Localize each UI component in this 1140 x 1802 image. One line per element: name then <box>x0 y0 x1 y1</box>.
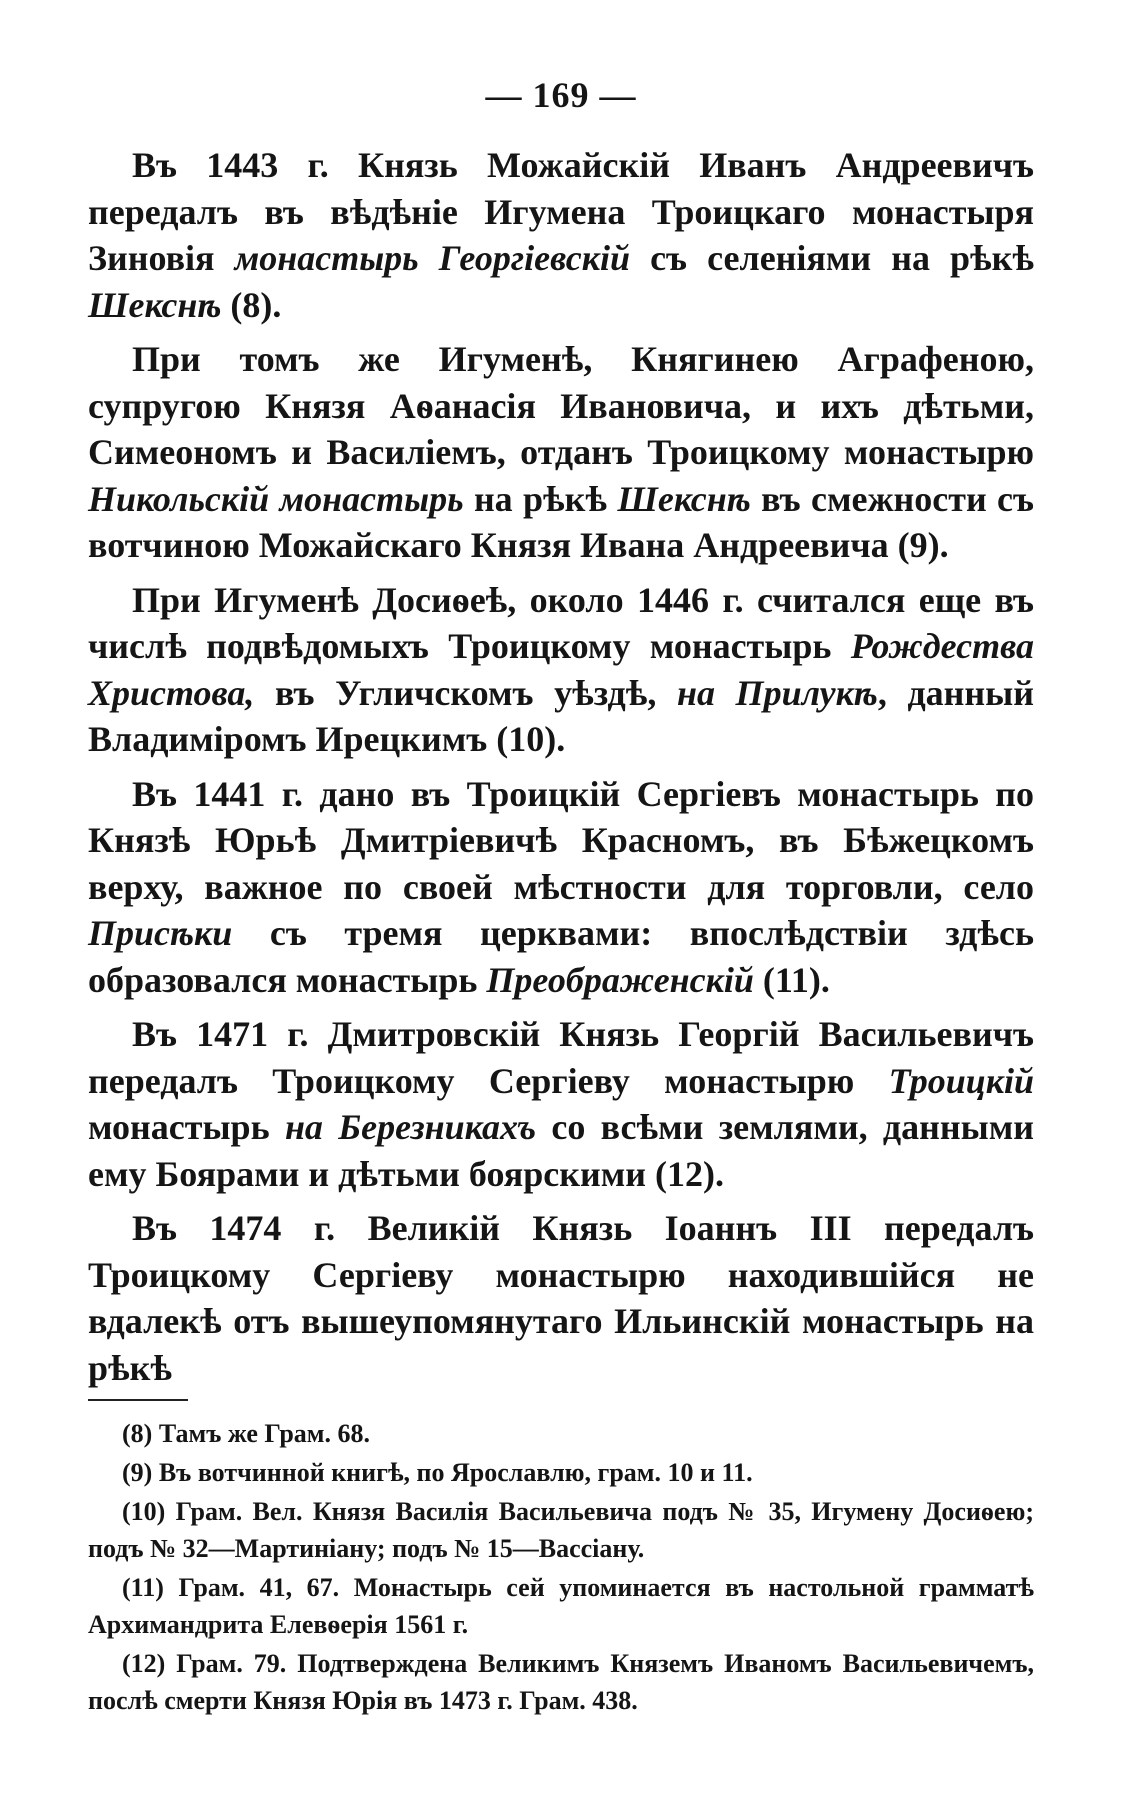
document-page <box>88 74 1034 1721</box>
italic-place-name: Троицкій <box>888 1060 1034 1101</box>
paragraph-4 <box>88 771 1034 1004</box>
italic-place-name: Рождества Христова, <box>88 626 1034 713</box>
paragraph-3 <box>88 577 1034 763</box>
paragraph-text: Въ 1474 г. Великій Князь Іоаннъ III передалъ Троицкому Сергіеву монастырю находившійся не вдалекѣ отъ вышеупомянутаго Ильинскій монастырь на рѣкѣ <box>88 1208 1034 1388</box>
paragraph-text: (11). <box>753 959 830 1000</box>
paragraph-text: въ смежности съ вотчиною Можайскаго Князя Ивана Андреевича (9). <box>88 478 1035 565</box>
footnotes <box>88 1415 1034 1719</box>
paragraph-6 <box>88 1205 1034 1391</box>
italic-place-name: Никольскій монастырь <box>88 478 464 519</box>
paragraph-text: со всѣми землями, данными ему Боярами и дѣтьми боярскими (12). <box>88 1107 1034 1194</box>
footnote-8: (8) Тамъ же Грам. 68. <box>122 1419 371 1448</box>
italic-place-name: на Прилукѣ <box>676 672 878 713</box>
paragraph-5 <box>88 1011 1034 1197</box>
footnote-12: (12) Грам. 79. Подтверждена Великимъ Княземъ Иваномъ Васильевичемъ, послѣ смерти Князя Юрія въ 1473 г. Грам. 438. <box>88 1649 1034 1715</box>
paragraph-2 <box>88 336 1034 569</box>
italic-place-name: Шекснѣ <box>617 478 751 519</box>
footnote-10: (10) Грам. Вел. Князя Василія Васильевича подъ № 35, Игумену Досиѳею; подъ № 32—Мартиніану; подъ № 15—Вассіану. <box>88 1497 1034 1563</box>
paragraph-text: При Игуменѣ Досиѳеѣ, около 1446 г. считался еще въ числѣ подвѣдомыхъ Троицкому монастырь <box>88 579 1034 666</box>
paragraph-text: въ Угличскомъ уѣздѣ, <box>254 672 677 713</box>
paragraph-text: При томъ же Игуменѣ, Княгинею Аграфеною, супругою Князя Аѳанасія Ивановича, и ихъ дѣтьми, Симеономъ и Василіемъ, отданъ Троицкому монастырю <box>88 339 1034 472</box>
italic-place-name: монастырь Георгіевскій <box>234 238 631 278</box>
footnote-9: (9) Въ вотчинной книгѣ, по Ярославлю, грам. 10 и 11. <box>122 1458 753 1487</box>
paragraph-text: съ тремя церквами: впослѣдствіи здѣсь образовался монастырь <box>88 913 1034 1000</box>
paragraph-text: , данный Владиміромъ Ирецкимъ (10). <box>88 672 1034 759</box>
italic-place-name: Преображенскій <box>486 959 754 1000</box>
italic-place-name: Шекснѣ <box>88 284 222 325</box>
paragraph-text: (8). <box>221 284 282 325</box>
paragraph-1 <box>88 142 1034 328</box>
footnote-11: (11) Грам. 41, 67. Монастырь сей упоминается въ настольной грамматѣ Архимандрита Елевѳерія 1561 г. <box>88 1573 1034 1639</box>
paragraph-text: на рѣкѣ <box>463 478 618 519</box>
paragraph-text: монастырь <box>88 1107 285 1147</box>
page-number: — 169 — <box>485 75 637 115</box>
footnote-divider <box>88 1399 188 1401</box>
paragraph-text: Въ 1471 г. Дмитровскій Князь Георгій Васильевичъ передалъ Троицкому Сергіеву монастырю <box>88 1014 1034 1101</box>
italic-place-name: Присѣки <box>88 913 233 953</box>
paragraph-text: Въ 1441 г. дано въ Троицкій Сергіевъ монастырь по Князѣ Юрьѣ Дмитріевичѣ Красномъ, въ Бѣжецкомъ верху, важное по своей мѣстности для торговли, село <box>88 773 1034 907</box>
paragraph-text: Въ 1443 г. Князь Можайскій Иванъ Андреевичъ передалъ въ вѣдѣніе Игумена Троицкаго монастыря Зиновія <box>88 145 1034 278</box>
main-text <box>88 142 1034 1391</box>
paragraph-text: съ селеніями на рѣкѣ <box>630 238 1034 278</box>
italic-place-name: на Березникахъ <box>284 1107 537 1147</box>
